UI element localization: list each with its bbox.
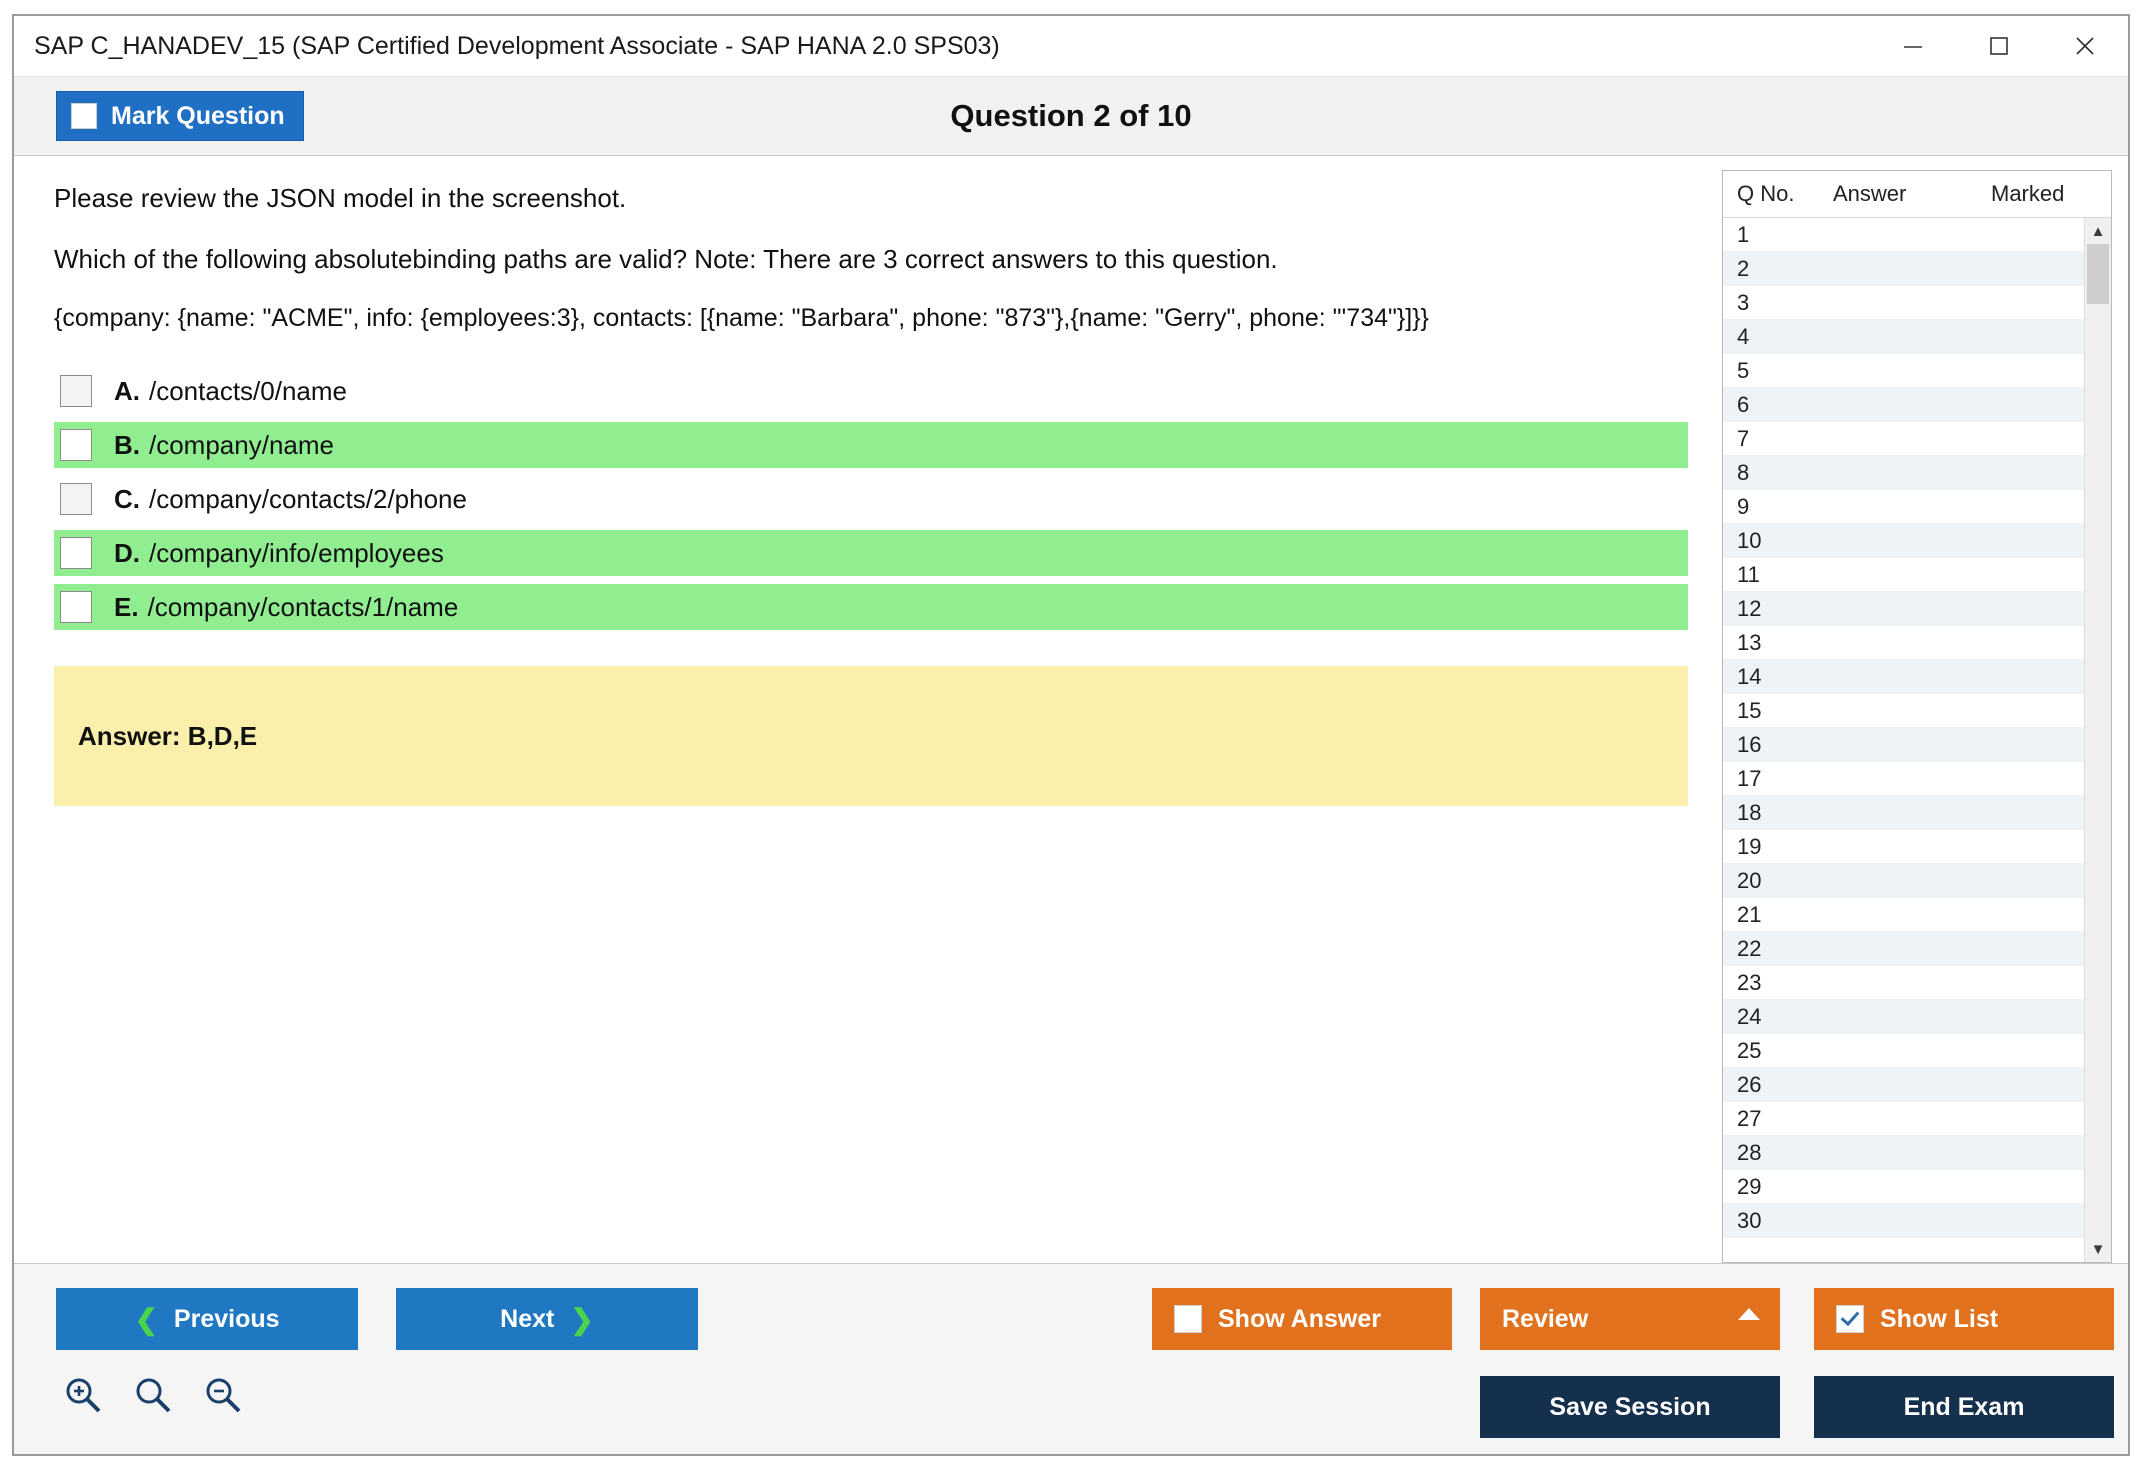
mark-question-button[interactable] [56, 91, 304, 141]
question-list-row[interactable] [1723, 388, 2084, 422]
window-title: SAP C_HANADEV_15 (SAP Certified Development Associate - SAP HANA 2.0 SPS03) [34, 31, 1000, 60]
answer-letter-e: E. [114, 591, 139, 622]
question-list-row[interactable] [1723, 558, 2084, 592]
next-button[interactable] [396, 1288, 698, 1350]
review-label: Review [1502, 1304, 1589, 1333]
question-list-row[interactable] [1723, 694, 2084, 728]
chevron-left-icon: ❮ [134, 1303, 158, 1335]
zoom-controls [62, 1374, 244, 1416]
question-list-row[interactable] [1723, 796, 2084, 830]
question-number: 16 [1737, 731, 1762, 757]
question-number: 14 [1737, 663, 1762, 689]
exam-body [14, 156, 2128, 1263]
answer-checkbox-d[interactable] [60, 537, 92, 569]
question-number: 4 [1737, 323, 1750, 349]
footer-toolbar [14, 1263, 2128, 1454]
end-exam-label: End Exam [1903, 1392, 2025, 1421]
question-number: 26 [1737, 1071, 1762, 1097]
question-number: 21 [1737, 901, 1762, 927]
question-list-row[interactable] [1723, 524, 2084, 558]
column-header-qno: Q No. [1737, 181, 1795, 206]
question-list-row[interactable] [1723, 728, 2084, 762]
question-number: 29 [1737, 1173, 1762, 1199]
question-list-row[interactable] [1723, 830, 2084, 864]
answer-options [54, 368, 1688, 630]
magnifier-icon[interactable] [132, 1374, 174, 1416]
question-list-row[interactable] [1723, 898, 2084, 932]
question-number: 10 [1737, 527, 1762, 553]
question-prompt: Which of the following absolutebinding paths are valid? Note: There are 3 correct answers to this question. [54, 243, 1278, 274]
zoom-out-icon[interactable] [202, 1374, 244, 1416]
answer-checkbox-b[interactable] [60, 429, 92, 461]
question-list-row[interactable] [1723, 626, 2084, 660]
answer-option-b[interactable] [54, 422, 1688, 468]
question-number: 6 [1737, 391, 1750, 417]
question-list-row[interactable] [1723, 490, 2084, 524]
question-list-panel [1722, 170, 2112, 1263]
question-list-row[interactable] [1723, 1000, 2084, 1034]
answer-option-c[interactable] [54, 476, 1688, 522]
question-list-row[interactable] [1723, 1170, 2084, 1204]
scroll-thumb[interactable] [2087, 244, 2109, 304]
show-list-label: Show List [1880, 1304, 1999, 1333]
show-answer-label: Show Answer [1218, 1304, 1381, 1333]
question-number: 5 [1737, 357, 1750, 383]
question-counter: Question 2 of 10 [950, 98, 1192, 133]
question-list-row[interactable] [1723, 1034, 2084, 1068]
minimize-icon[interactable] [1870, 16, 1956, 76]
answer-reveal-text: Answer: B,D,E [78, 720, 258, 751]
answer-reveal-box [54, 666, 1688, 806]
show-answer-button[interactable] [1152, 1288, 1452, 1350]
question-list-row[interactable] [1723, 354, 2084, 388]
question-number: 13 [1737, 629, 1762, 655]
question-list-rows[interactable] [1723, 218, 2084, 1262]
question-panel [14, 156, 1722, 1263]
scroll-up-icon[interactable]: ▲ [2085, 218, 2111, 244]
question-list-row[interactable] [1723, 932, 2084, 966]
answer-checkbox-a[interactable] [60, 375, 92, 407]
question-list-row[interactable] [1723, 1068, 2084, 1102]
previous-button[interactable] [56, 1288, 358, 1350]
question-list-row[interactable] [1723, 660, 2084, 694]
save-session-label: Save Session [1549, 1392, 1711, 1421]
question-list-row[interactable] [1723, 762, 2084, 796]
zoom-in-icon[interactable] [62, 1374, 104, 1416]
question-number: 20 [1737, 867, 1762, 893]
question-number: 15 [1737, 697, 1762, 723]
question-list-row[interactable] [1723, 1136, 2084, 1170]
question-list-header [1723, 171, 2111, 218]
question-number: 25 [1737, 1037, 1762, 1063]
previous-label: Previous [173, 1304, 280, 1333]
json-snippet: {company: {name: "ACME", info: {employees:3}, contacts: [{name: "Barbara", phone: "873"},{name: "Gerry", phone: "'734"}]}} [54, 304, 1429, 332]
question-list-row[interactable] [1723, 864, 2084, 898]
question-list-row[interactable] [1723, 1102, 2084, 1136]
window-controls [1870, 16, 2128, 76]
review-dropdown[interactable] [1480, 1288, 1780, 1350]
question-list-row[interactable] [1723, 592, 2084, 626]
scroll-track[interactable] [2085, 244, 2111, 1236]
answer-text-c: /company/contacts/2/phone [149, 483, 467, 514]
answer-option-a[interactable] [54, 368, 1688, 414]
question-number: 7 [1737, 425, 1750, 451]
question-list-row[interactable] [1723, 966, 2084, 1000]
scroll-down-icon[interactable]: ▼ [2085, 1236, 2111, 1262]
next-label: Next [500, 1304, 555, 1333]
question-number: 8 [1737, 459, 1750, 485]
question-list-row[interactable] [1723, 320, 2084, 354]
show-answer-checkbox[interactable] [1174, 1305, 1202, 1333]
mark-question-checkbox[interactable] [71, 103, 97, 129]
question-number: 9 [1737, 493, 1750, 519]
answer-option-e[interactable] [54, 584, 1688, 630]
answer-letter-d: D. [114, 537, 140, 568]
question-number: 1 [1737, 221, 1750, 247]
mark-question-label: Mark Question [111, 101, 285, 130]
question-list-row[interactable] [1723, 286, 2084, 320]
question-intro: Please review the JSON model in the screenshot. [54, 183, 627, 213]
question-list-row[interactable] [1723, 422, 2084, 456]
question-list-body [1723, 218, 2111, 1262]
question-number: 22 [1737, 935, 1762, 961]
exam-window [12, 14, 2130, 1456]
show-list-button[interactable] [1814, 1288, 2114, 1350]
end-exam-button[interactable] [1814, 1376, 2114, 1438]
show-list-checkbox[interactable] [1836, 1305, 1864, 1333]
answer-letter-a: A. [114, 375, 140, 406]
column-header-marked: Marked [1991, 181, 2065, 206]
title-bar [14, 16, 2128, 77]
question-number: 18 [1737, 799, 1762, 825]
question-number: 24 [1737, 1003, 1762, 1029]
question-number: 2 [1737, 255, 1750, 281]
answer-text-a: /contacts/0/name [149, 375, 347, 406]
answer-letter-b: B. [114, 429, 140, 460]
close-icon[interactable] [2042, 16, 2128, 76]
answer-text-b: /company/name [149, 429, 334, 460]
answer-text-e: /company/contacts/1/name [147, 591, 459, 622]
question-number: 27 [1737, 1105, 1762, 1131]
question-number: 28 [1737, 1139, 1762, 1165]
exam-toolbar [14, 77, 2128, 156]
answer-option-d[interactable] [54, 530, 1688, 576]
save-session-button[interactable] [1480, 1376, 1780, 1438]
chevron-right-icon: ❯ [570, 1303, 594, 1335]
question-list-scrollbar[interactable] [2084, 218, 2111, 1262]
question-number: 30 [1737, 1207, 1762, 1233]
chevron-up-icon [1738, 1308, 1760, 1320]
question-number: 19 [1737, 833, 1762, 859]
question-list-row[interactable] [1723, 456, 2084, 490]
question-number: 12 [1737, 595, 1762, 621]
question-number: 23 [1737, 969, 1762, 995]
question-number: 3 [1737, 289, 1750, 315]
answer-checkbox-c[interactable] [60, 483, 92, 515]
question-number: 17 [1737, 765, 1762, 791]
answer-letter-c: C. [114, 483, 140, 514]
column-header-answer: Answer [1833, 181, 1907, 206]
question-number: 11 [1737, 561, 1760, 587]
maximize-icon[interactable] [1956, 16, 2042, 76]
answer-checkbox-e[interactable] [60, 591, 92, 623]
question-list-row[interactable] [1723, 218, 2084, 252]
answer-text-d: /company/info/employees [149, 537, 444, 568]
question-list-row[interactable] [1723, 252, 2084, 286]
question-list-row[interactable] [1723, 1204, 2084, 1238]
